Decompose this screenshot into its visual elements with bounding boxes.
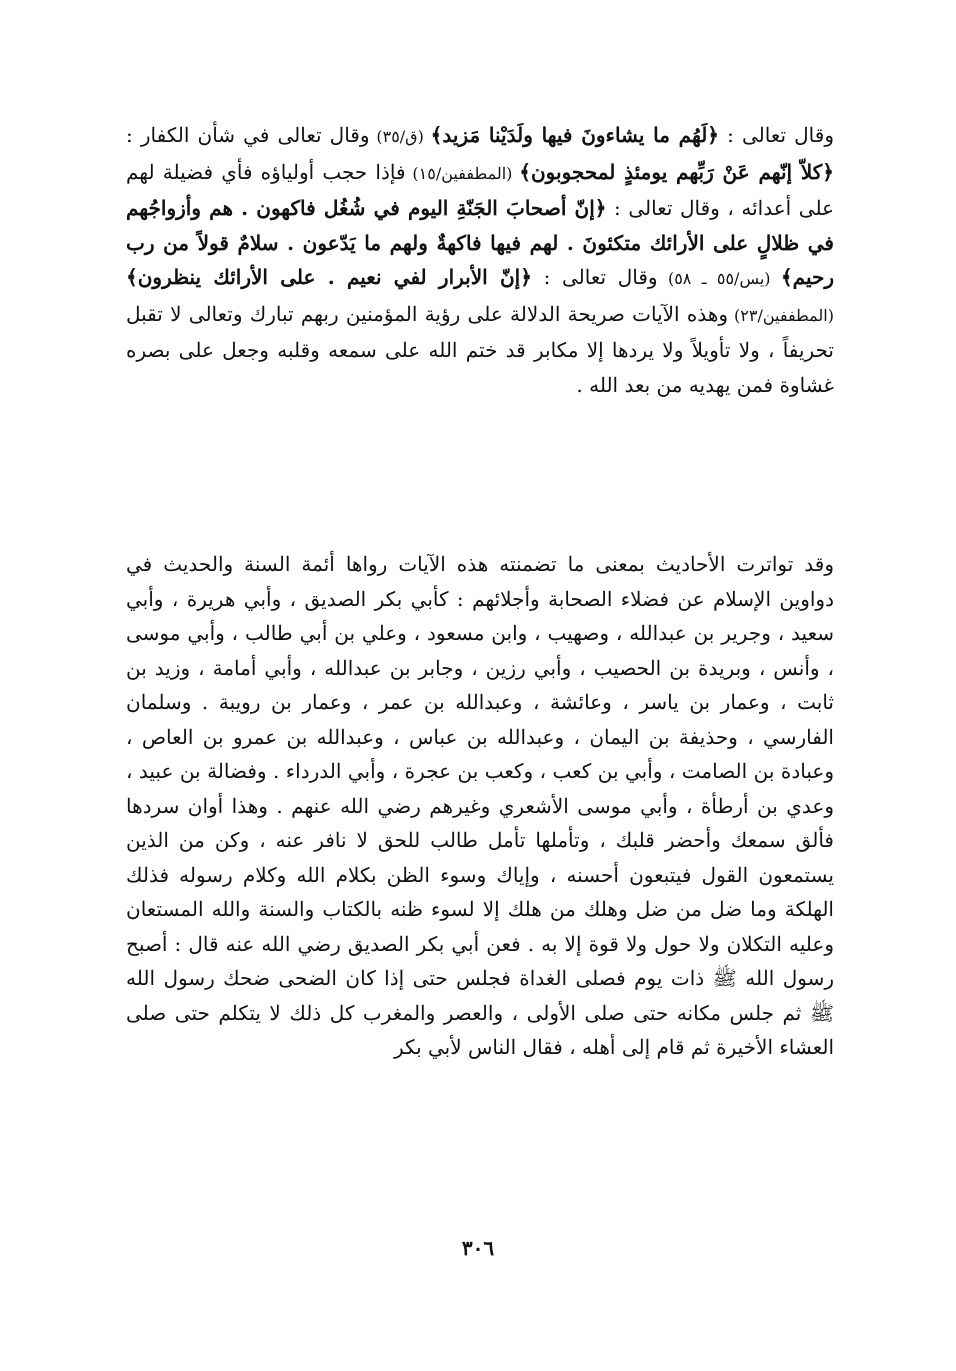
paragraph-1 xyxy=(126,118,834,402)
paragraph-2 xyxy=(126,547,834,1065)
page-number: ٣٠٦ xyxy=(461,1236,495,1260)
paragraph2-segment: وقد تواترت الأحاديث بمعنى ما تضمنته هذه الآيات رواها أئمة السنة والحديث في دواوين الإسلام عن فضلاء الصحابة وأجلائهم : كأبي بكر الصديق ، وأبي هريرة ، وأبي سعيد ، وجرير بن عبدالله ، وصهيب ، وابن مسعود ، وعلي بن أبي طالب ، وأبي موسى ، وأنس ، وبريدة بن الحصيب ، وأبي رزين ، وجابر بن عبدالله ، وأبي أمامة ، وزيد بن ثابت ، وعمار بن ياسر ، وعائشة ، وعبدالله بن عمر ، وعمار بن رويبة . وسلمان الفارسي ، وحذيفة بن اليمان ، وعبدالله بن عباس ، وعبدالله بن عمرو بن العاص ، وعبادة بن الصامت ، وأبي بن كعب ، وكعب بن عجرة ، وأبي الدرداء . وفضالة بن عبيد ، وعدي بن أرطأة ، وأبي موسى الأشعري وغيرهم رضي الله عنهم . وهذا أوان سردها فألق سمعك وأحضر قلبك ، وتأملها تأمل طالب للحق لا نافر عنه ، وكن من الذين يستمعون القول فيتبعون أحسنه ، وإياك وسوء الظن بكلام الله وكلام رسوله فذلك الهلكة وما ضل من ضل وهلك من هلك إلا لسوء ظنه بالكتاب والسنة والله المستعان وعليه التكلان ولا حول ولا قوة إلا به . فعن أبي بكر الصديق رضي الله عنه قال : أصبح رسول الله ﷺ ذات يوم فصلى الغداة فجلس حتى إذا كان الضحى ضحك رسول الله ﷺ ثم جلس مكانه حتى صلى الأولى ، والعصر والمغرب كل ذلك لا يتكلم حتى صلى العشاء الأخيرة ثم قام إلى أهله ، فقال الناس لأبي بكر xyxy=(126,552,834,1059)
paragraph1-segment: فإذا حجب أولياؤه فأي فضيلة لهم على أعدائه ، وقال تعالى : xyxy=(126,159,834,220)
paragraph1-segment: وقال تعالى في شأن الكفار : xyxy=(126,123,370,147)
paragraph1-segment: (المطففين/٢٣) xyxy=(728,305,834,325)
paragraph1-segment: ﴿إنّ أصحابَ الجَنّةِ اليوم في شُغُل فاكهون . هم وأزواجُهم في ظلالٍ على الأرائك متكئونَ . لهم فيها فاكهةٌ ولهم ما يَدّعون . سلامٌ قولاً من رب رحيم﴾ xyxy=(126,196,835,289)
paragraph1-segment: (يس/٥٥ ـ ٥٨) xyxy=(657,269,781,288)
paragraph1-segment: (ق/٣٥) xyxy=(369,127,431,146)
paragraph1-segment: ﴿إنّ الأبرار لفي نعيم . على الأرائك ينظرون﴾ xyxy=(126,265,532,289)
paragraph1-segment: وهذه الآيات صريحة الدلالة على رؤية المؤمنين ربهم تبارك وتعالى لا تقبل تحريفاً ، ولا تأويلاً ولا يردها إلا مكابر قد ختم الله على سمعه وقلبه وجعل على بصره غشاوة فمن يهديه من بعد الله . xyxy=(126,301,834,397)
paragraph1-segment: ﴿لَهُم ما يشاءونَ فيها ولَدَيْنا مَزيد﴾ xyxy=(430,123,720,147)
paragraph1-segment: وقال تعالى : xyxy=(719,123,834,147)
paragraph1-segment: وقال تعالى : xyxy=(531,265,658,289)
paragraph1-segment: ﴿كلاّ إنّهم عَنْ رَبِّهم يومئذٍ لمحجوبون﴾ xyxy=(519,159,835,184)
paragraph1-segment: (المطففين/١٥) xyxy=(405,163,520,183)
